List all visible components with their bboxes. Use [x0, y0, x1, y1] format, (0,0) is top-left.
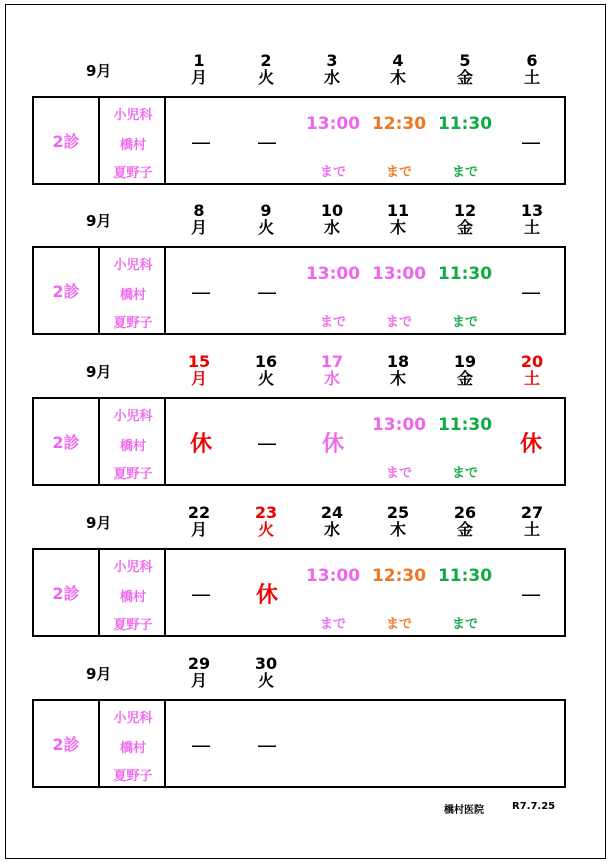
day-number: 30 — [254, 654, 278, 673]
day-header — [376, 353, 420, 387]
schedule-table — [32, 548, 566, 637]
day-number: 23 — [254, 503, 278, 522]
day-of-week: 火 — [257, 68, 274, 87]
week-block — [0, 201, 611, 350]
until-label: まで — [319, 617, 346, 632]
no-clinic-dash: — — [191, 280, 211, 304]
schedule-cell — [168, 701, 234, 786]
until-label: まで — [451, 165, 478, 180]
until-label: まで — [451, 617, 478, 632]
day-header — [376, 202, 420, 236]
day-header — [244, 504, 288, 538]
consult-room-label: 2診 — [52, 433, 80, 452]
doctor-label: 小児科 — [113, 560, 153, 575]
day-number: 22 — [187, 503, 211, 522]
doctor-label: 夏野子 — [113, 618, 153, 633]
end-time: 11:30 — [437, 415, 493, 435]
doctor-label: 橋村 — [119, 741, 146, 756]
day-of-week: 土 — [523, 68, 540, 87]
schedule-cell — [498, 550, 564, 635]
until-label: まで — [319, 165, 346, 180]
day-number: 13 — [520, 201, 544, 220]
day-header — [244, 353, 288, 387]
day-header — [177, 52, 221, 86]
day-of-week: 水 — [323, 218, 340, 237]
day-number: 8 — [193, 201, 205, 220]
day-of-week: 火 — [257, 369, 274, 388]
doctor-label: 橋村 — [119, 288, 146, 303]
day-header — [177, 202, 221, 236]
day-header — [443, 504, 487, 538]
schedule-cell — [300, 399, 366, 484]
end-time: 13:00 — [305, 114, 361, 134]
day-of-week: 金 — [456, 369, 473, 388]
day-of-week: 月 — [190, 218, 207, 237]
schedule-cell — [432, 248, 498, 333]
day-of-week: 水 — [323, 68, 340, 87]
day-of-week: 月 — [190, 68, 207, 87]
no-clinic-dash: — — [191, 733, 211, 757]
no-clinic-dash: — — [521, 582, 541, 606]
day-header — [244, 202, 288, 236]
schedule-cell — [234, 701, 300, 786]
day-number: 10 — [320, 201, 344, 220]
schedule-cell — [168, 550, 234, 635]
week-block — [0, 51, 611, 200]
month-label: 9月 — [86, 514, 112, 532]
day-number: 19 — [453, 352, 477, 371]
month-label: 9月 — [86, 212, 112, 230]
day-header — [510, 52, 554, 86]
schedule-cell — [432, 399, 498, 484]
day-number: 11 — [386, 201, 410, 220]
clinic-name: 橋村医院 — [444, 805, 484, 816]
day-of-week: 月 — [190, 520, 207, 539]
no-clinic-dash: — — [257, 280, 277, 304]
day-of-week: 木 — [389, 68, 406, 87]
no-clinic-dash: — — [257, 130, 277, 154]
schedule-table — [32, 246, 566, 335]
day-of-week: 火 — [257, 218, 274, 237]
no-clinic-dash: — — [521, 130, 541, 154]
day-header — [177, 655, 221, 689]
schedule-table — [32, 699, 566, 788]
doctor-label: 小児科 — [113, 711, 153, 726]
day-of-week: 火 — [257, 671, 274, 690]
day-of-week: 金 — [456, 218, 473, 237]
week-block — [0, 503, 611, 652]
schedule-cell — [234, 399, 300, 484]
doctor-label: 夏野子 — [113, 769, 153, 784]
until-label: まで — [319, 315, 346, 330]
schedule-cell — [432, 550, 498, 635]
schedule-cell — [168, 399, 234, 484]
no-clinic-dash: — — [257, 733, 277, 757]
end-time: 13:00 — [371, 264, 427, 284]
month-label: 9月 — [86, 62, 112, 80]
day-number: 29 — [187, 654, 211, 673]
day-number: 1 — [193, 51, 205, 70]
until-label: まで — [385, 617, 412, 632]
day-number: 15 — [187, 352, 211, 371]
until-label: まで — [385, 165, 412, 180]
end-time: 13:00 — [305, 264, 361, 284]
day-number: 12 — [453, 201, 477, 220]
schedule-cell — [498, 98, 564, 183]
day-number: 5 — [459, 51, 471, 70]
day-header — [510, 202, 554, 236]
day-number: 3 — [326, 51, 338, 70]
day-of-week: 水 — [323, 369, 340, 388]
day-header — [510, 504, 554, 538]
day-header — [244, 52, 288, 86]
day-header — [510, 353, 554, 387]
schedule-cell — [498, 399, 564, 484]
doctor-label: 小児科 — [113, 108, 153, 123]
day-of-week: 木 — [389, 369, 406, 388]
day-number: 25 — [386, 503, 410, 522]
day-header — [310, 504, 354, 538]
day-header — [376, 52, 420, 86]
day-header — [310, 52, 354, 86]
day-number: 17 — [320, 352, 344, 371]
day-header — [376, 504, 420, 538]
day-header — [244, 655, 288, 689]
doctor-label: 夏野子 — [113, 166, 153, 181]
consult-room-label: 2診 — [52, 584, 80, 603]
day-header — [443, 52, 487, 86]
day-of-week: 木 — [389, 218, 406, 237]
week-block — [0, 352, 611, 501]
end-time: 11:30 — [437, 114, 493, 134]
until-label: まで — [451, 466, 478, 481]
consult-room-label: 2診 — [52, 735, 80, 754]
end-time: 12:30 — [371, 114, 427, 134]
doctor-label: 小児科 — [113, 258, 153, 273]
day-of-week: 火 — [257, 520, 274, 539]
schedule-cell — [300, 550, 366, 635]
month-label: 9月 — [86, 665, 112, 683]
schedule-cell — [498, 248, 564, 333]
closed-mark: 休 — [189, 432, 212, 457]
day-of-week: 金 — [456, 68, 473, 87]
day-number: 18 — [386, 352, 410, 371]
day-header — [310, 353, 354, 387]
schedule-table — [32, 96, 566, 185]
closed-mark: 休 — [321, 432, 344, 457]
week-block — [0, 654, 611, 803]
day-header — [443, 202, 487, 236]
day-number: 27 — [520, 503, 544, 522]
day-of-week: 金 — [456, 520, 473, 539]
no-clinic-dash: — — [191, 130, 211, 154]
day-of-week: 土 — [523, 369, 540, 388]
end-time: 13:00 — [305, 566, 361, 586]
day-header — [177, 353, 221, 387]
until-label: まで — [451, 315, 478, 330]
doctor-label: 夏野子 — [113, 467, 153, 482]
day-header — [177, 504, 221, 538]
no-clinic-dash: — — [521, 280, 541, 304]
schedule-cell — [366, 248, 432, 333]
schedule-cell — [366, 98, 432, 183]
day-number: 24 — [320, 503, 344, 522]
day-header — [443, 353, 487, 387]
closed-mark: 休 — [519, 432, 542, 457]
schedule-cell — [234, 98, 300, 183]
no-clinic-dash: — — [257, 431, 277, 455]
schedule-cell — [432, 98, 498, 183]
schedule-cell — [300, 98, 366, 183]
schedule-cell — [366, 550, 432, 635]
day-of-week: 木 — [389, 520, 406, 539]
end-time: 13:00 — [371, 415, 427, 435]
schedule-cell — [366, 399, 432, 484]
until-label: まで — [385, 315, 412, 330]
consult-room-label: 2診 — [52, 282, 80, 301]
day-of-week: 月 — [190, 369, 207, 388]
schedule-cell — [234, 248, 300, 333]
doctor-label: 橋村 — [119, 590, 146, 605]
revision-date: R7.7.25 — [512, 801, 556, 812]
doctor-label: 夏野子 — [113, 316, 153, 331]
schedule-cell — [234, 550, 300, 635]
schedule-cell — [300, 248, 366, 333]
schedule-table — [32, 397, 566, 486]
end-time: 12:30 — [371, 566, 427, 586]
day-of-week: 月 — [190, 671, 207, 690]
doctor-label: 橋村 — [119, 138, 146, 153]
month-label: 9月 — [86, 363, 112, 381]
day-number: 26 — [453, 503, 477, 522]
consult-room-label: 2診 — [52, 132, 80, 151]
day-of-week: 土 — [523, 218, 540, 237]
doctor-label: 橋村 — [119, 439, 146, 454]
schedule-cell — [168, 98, 234, 183]
end-time: 11:30 — [437, 566, 493, 586]
doctor-label: 小児科 — [113, 409, 153, 424]
day-number: 4 — [392, 51, 404, 70]
until-label: まで — [385, 466, 412, 481]
day-number: 2 — [260, 51, 272, 70]
day-number: 9 — [260, 201, 272, 220]
schedule-cell — [168, 248, 234, 333]
closed-mark: 休 — [255, 583, 278, 608]
day-header — [310, 202, 354, 236]
day-number: 6 — [526, 51, 538, 70]
day-of-week: 水 — [323, 520, 340, 539]
day-number: 20 — [520, 352, 544, 371]
day-of-week: 土 — [523, 520, 540, 539]
no-clinic-dash: — — [191, 582, 211, 606]
day-number: 16 — [254, 352, 278, 371]
end-time: 11:30 — [437, 264, 493, 284]
